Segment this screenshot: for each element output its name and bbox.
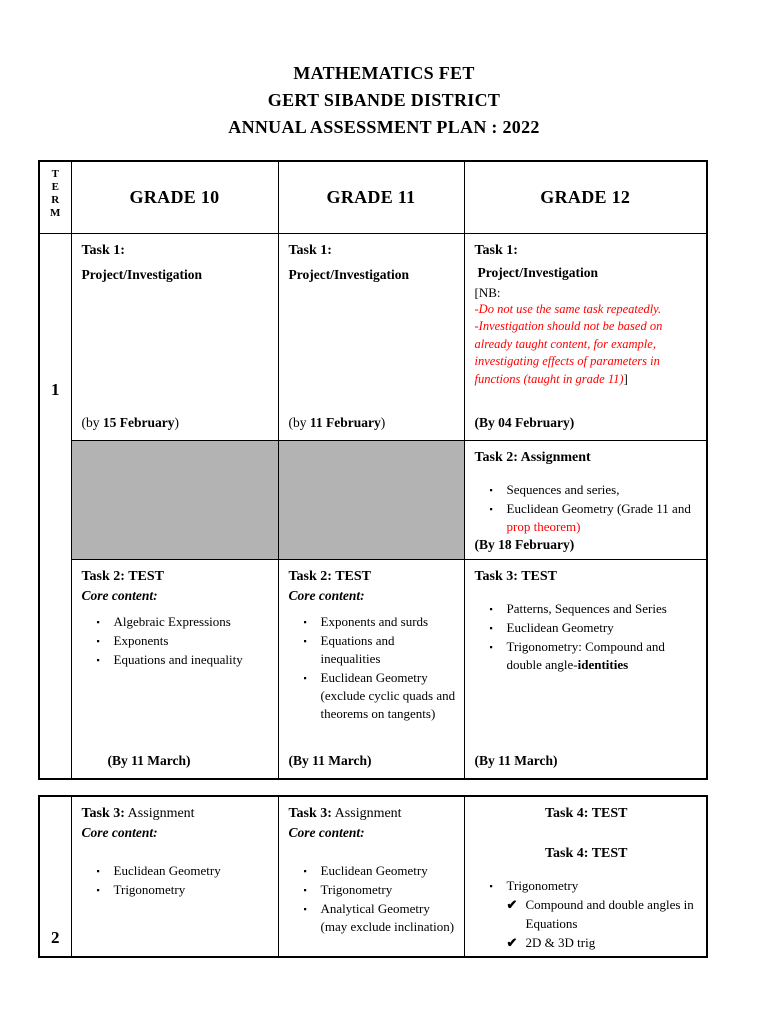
bullet-item (82, 651, 270, 669)
task-title: Task 3: TEST (474, 568, 557, 584)
bullet-text: Equations and inequalities (320, 632, 395, 666)
term-2-number: 2 (51, 928, 60, 947)
task-title-rest: Assignment (331, 806, 402, 821)
term-1-cell (39, 233, 71, 779)
due-date: (By 04 February) (474, 414, 575, 430)
bullet-text: Trigonometry (320, 882, 393, 897)
title-line-1: MATHEMATICS FET (293, 63, 475, 83)
check-item (475, 895, 699, 933)
term-2-cell (39, 796, 71, 957)
title-line-3: ANNUAL ASSESSMENT PLAN : 2022 (228, 117, 540, 137)
term2-assessment-table (38, 795, 708, 958)
bullet-text: Euclidean Geometry (exclude cyclic quads and theorems on tangents) (320, 669, 456, 721)
term-1-number: 1 (51, 379, 60, 399)
bullet-text-black: Euclidean Geometry (Grade 11 and (506, 500, 691, 516)
bullet-text-bold: identities (577, 656, 629, 672)
task-subtitle: Project/Investigation (288, 266, 409, 282)
bullet-text (507, 638, 699, 674)
bullet-item (289, 900, 456, 936)
bullet-icon: ▪ (489, 503, 493, 514)
grade11-task3-cell (278, 796, 464, 957)
nb-note-2-text: -Investigation should not be based on already taught content, for example, investigating effects of parameters in functions (taught in grade 11) (474, 319, 663, 386)
grade10-shaded-cell (71, 440, 278, 559)
due-date: (By 18 February) (474, 536, 575, 552)
task-title: Task 1: (81, 242, 125, 258)
bullet-icon: ▪ (489, 603, 493, 614)
term-column-header (39, 161, 71, 233)
due-date: (By 11 March) (288, 752, 372, 768)
bullet-item (475, 500, 699, 536)
due-prefix: (by (81, 414, 103, 430)
task-title-bold: Task 3: (81, 806, 125, 821)
due-suffix: ) (380, 414, 386, 430)
term-letter: T (51, 168, 59, 180)
bullet-text: Algebraic Expressions (113, 613, 231, 629)
nb-label: [NB: (474, 284, 501, 300)
bullet-text: Equations and inequality (113, 651, 243, 667)
grade11-task2-cell (278, 559, 464, 779)
due-date (289, 414, 456, 432)
grade12-task2-cell (464, 440, 707, 559)
task-title: Task 4: TEST (545, 806, 628, 821)
due-date-value: 11 February (309, 414, 381, 430)
core-content-label: Core content: (81, 825, 158, 840)
bullet-text: Exponents (113, 632, 169, 648)
bullet-text: Patterns, Sequences and Series (506, 600, 667, 616)
bullet-text: Euclidean Geometry (113, 863, 221, 878)
core-content-label: Core content: (288, 587, 365, 603)
nb-note-2 (475, 318, 699, 388)
bullet-icon: ▪ (96, 616, 100, 627)
document-title (0, 60, 768, 141)
task-title-rest: Assignment (124, 806, 195, 821)
title-line-2: GERT SIBANDE DISTRICT (267, 90, 501, 110)
bullet-icon: ▪ (489, 484, 493, 495)
term-letter: M (50, 207, 61, 219)
bullet-item (82, 881, 270, 899)
task-title: Task 2: Assignment (474, 449, 591, 465)
term-letter: R (51, 194, 60, 206)
grade10-task1-cell (71, 233, 278, 440)
bullet-text-regular: Trigonometry: Compound and double angle- (506, 638, 665, 672)
grade11-shaded-cell (278, 440, 464, 559)
bullet-icon: ▪ (489, 622, 493, 633)
bullet-text: Exponents and surds (320, 613, 429, 629)
grade-11-header: GRADE 11 (278, 161, 464, 233)
bullet-item (289, 632, 456, 668)
core-content-label: Core content: (81, 587, 158, 603)
bullet-icon: ▪ (303, 885, 307, 895)
due-date (82, 414, 270, 432)
bullet-icon: ▪ (303, 616, 307, 627)
bullet-item (475, 877, 699, 895)
bullet-icon: ▪ (96, 885, 100, 895)
grade10-task3-cell (71, 796, 278, 957)
grade11-task1-cell (278, 233, 464, 440)
bullet-text: Trigonometry (113, 882, 186, 897)
bullet-text: Analytical Geometry (may exclude inclination) (320, 901, 455, 934)
check-text: Compound and double angles in Equations (525, 897, 694, 931)
bullet-icon: ▪ (303, 635, 307, 646)
task-title: Task 4: TEST (545, 846, 628, 861)
check-icon: ✔ (506, 935, 518, 950)
bullet-item (82, 862, 270, 880)
bullet-item (289, 862, 456, 880)
bullet-text: Euclidean Geometry (506, 619, 614, 635)
task-title (82, 804, 270, 823)
bullet-item (82, 613, 270, 631)
check-text: 2D & 3D trig (525, 935, 596, 950)
bullet-item (82, 632, 270, 650)
task-title: Task 1: (474, 242, 518, 258)
bullet-item (475, 600, 699, 618)
bullet-item (475, 481, 699, 499)
bullet-icon: ▪ (96, 866, 100, 876)
task-title: Task 2: TEST (288, 568, 371, 584)
bullet-text: Euclidean Geometry (320, 863, 428, 878)
term-letter: E (51, 181, 59, 193)
grade-12-header: GRADE 12 (464, 161, 707, 233)
task-title-bold: Task 3: (288, 806, 332, 821)
nb-close-bracket: ] (623, 371, 628, 386)
due-prefix: (by (288, 414, 310, 430)
bullet-text-red: prop theorem) (506, 518, 581, 534)
grade12-task1-cell (464, 233, 707, 440)
task-title: Task 1: (288, 242, 332, 258)
due-date: (By 11 March) (474, 752, 558, 768)
task-title (289, 804, 456, 823)
bullet-icon: ▪ (303, 866, 307, 876)
bullet-text: Trigonometry (506, 878, 579, 893)
due-date-value: 15 February (102, 414, 175, 430)
bullet-icon: ▪ (96, 635, 100, 646)
bullet-item (289, 613, 456, 631)
task-title: Task 2: TEST (81, 568, 164, 584)
bullet-icon: ▪ (303, 672, 307, 683)
bullet-icon: ▪ (96, 654, 100, 665)
bullet-item (289, 669, 456, 723)
grade12-task4-cell (464, 796, 707, 957)
term1-assessment-table (38, 160, 708, 780)
bullet-text: Sequences and series, (506, 481, 620, 497)
core-content-label: Core content: (288, 825, 365, 840)
bullet-icon: ▪ (489, 641, 493, 652)
bullet-icon: ▪ (489, 881, 493, 891)
grade12-task3-cell (464, 559, 707, 779)
task-subtitle: Project/Investigation (81, 266, 202, 282)
task-subtitle: Project/Investigation (477, 264, 598, 280)
bullet-text (507, 500, 699, 536)
nb-note-1: -Do not use the same task repeatedly. (474, 301, 662, 316)
grade-10-header: GRADE 10 (71, 161, 278, 233)
check-item (475, 933, 699, 952)
bullet-item (475, 638, 699, 674)
due-date: (By 11 March) (107, 752, 191, 768)
due-suffix: ) (174, 414, 179, 430)
bullet-item (289, 881, 456, 899)
bullet-icon: ▪ (303, 904, 307, 914)
check-icon: ✔ (506, 897, 518, 912)
grade10-task2-cell (71, 559, 278, 779)
bullet-item (475, 619, 699, 637)
